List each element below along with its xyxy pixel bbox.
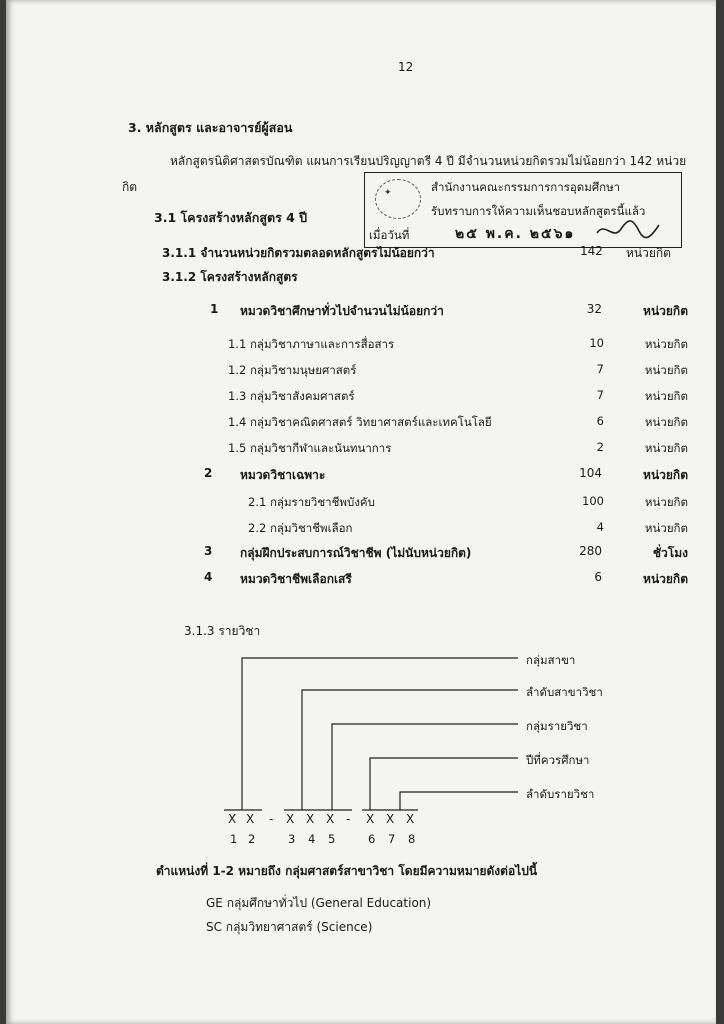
code-placeholder: X: [246, 812, 255, 826]
structure-row-unit: หน่วยกิต: [644, 521, 688, 535]
structure-row-label: 1.4 กลุ่มวิชาคณิตศาสตร์ วิทยาศาสตร์และเทคโนโลยี: [228, 415, 492, 429]
section-heading: 3. หลักสูตร และอาจารย์ผู้สอน: [128, 120, 293, 135]
structure-row-number: 4: [204, 570, 213, 584]
structure-row-label: 2.2 กลุ่มวิชาชีพเลือก: [248, 521, 353, 535]
code-label-2: ลำดับสาขาวิชา: [526, 685, 603, 699]
structure-row-unit: ชั่วโมง: [652, 546, 688, 560]
code-position-number: 8: [408, 832, 416, 846]
structure-row-label: หมวดวิชาศึกษาทั่วไปจำนวนไม่น้อยกว่า: [240, 304, 444, 318]
code-position-number: 1: [230, 832, 238, 846]
structure-row-unit: หน่วยกิต: [644, 389, 688, 403]
code-separator: -: [269, 812, 274, 826]
structure-row-unit: หน่วยกิต: [644, 441, 688, 455]
connector-line-5: [400, 792, 518, 810]
structure-row-unit: หน่วยกิต: [643, 468, 688, 482]
code-placeholder: X: [286, 812, 295, 826]
structure-row-value: 100: [582, 494, 604, 508]
structure-row-unit: หน่วยกิต: [644, 337, 688, 351]
stamp-line-2: รับทราบการให้ความเห็นชอบหลักสูตรนี้แล้ว: [431, 204, 646, 218]
structure-row-value: 2: [596, 440, 604, 454]
subsection-3-1-1-label: 3.1.1 จำนวนหน่วยกิตรวมตลอดหลักสูตรไม่น้อยกว่า: [162, 246, 435, 260]
code-position-number: 7: [388, 832, 396, 846]
code-placeholder: X: [326, 812, 335, 826]
structure-row-value: 6: [596, 414, 604, 428]
code-position-number: 5: [328, 832, 336, 846]
code-position-number: 6: [368, 832, 376, 846]
structure-row-value: 104: [579, 466, 602, 480]
subsection-3-1-1-value: 142: [580, 244, 603, 258]
structure-row-number: 3: [204, 544, 213, 558]
code-position-number: 3: [288, 832, 296, 846]
structure-row-value: 7: [596, 362, 604, 376]
structure-row-unit: หน่วยกิต: [644, 495, 688, 509]
structure-row-unit: หน่วยกิต: [643, 572, 688, 586]
stamp-line-1: สำนักงานคณะกรรมการการอุดมศึกษา: [431, 180, 621, 194]
subsection-3-1: 3.1 โครงสร้างหลักสูตร 4 ปี: [154, 210, 308, 225]
structure-row-label: 1.2 กลุ่มวิชามนุษยศาสตร์: [228, 363, 357, 377]
seal-mark: ✦: [384, 188, 392, 198]
code-diagram: [6, 0, 716, 860]
structure-row-label: กลุ่มฝึกประสบการณ์วิชาชีพ (ไม่นับหน่วยกิต): [240, 546, 472, 560]
structure-row-label: 1.1 กลุ่มวิชาภาษาและการสื่อสาร: [228, 337, 395, 351]
structure-row-label: 2.1 กลุ่มรายวิชาชีพบังคับ: [248, 495, 375, 509]
page-number: 12: [398, 60, 414, 74]
code-label-5: ลำดับรายวิชา: [526, 787, 595, 801]
structure-row-value: 32: [586, 302, 602, 316]
code-position-number: 4: [308, 832, 316, 846]
structure-row-value: 7: [596, 388, 604, 402]
code-placeholder: X: [366, 812, 375, 826]
connector-line-4: [370, 758, 518, 810]
structure-row-value: 4: [596, 520, 604, 534]
connector-line-1: [242, 658, 518, 810]
stamp-date: ๒๕ พ.ค. ๒๕๖๑: [455, 226, 576, 242]
intro-line-2: กิต: [122, 180, 138, 194]
structure-row-value: 280: [579, 544, 602, 558]
structure-row-label: 1.3 กลุ่มวิชาสังคมศาสตร์: [228, 389, 355, 403]
structure-row-label: หมวดวิชาชีพเลือกเสรี: [240, 572, 352, 586]
intro-line-1: หลักสูตรนิติศาสตรบัณฑิต แผนการเรียนปริญญาตรี 4 ปี มีจำนวนหน่วยกิตรวมไม่น้อยกว่า 142 หน่วย: [170, 154, 687, 168]
code-placeholder: X: [386, 812, 395, 826]
position-note: ตำแหน่งที่ 1-2 หมายถึง กลุ่มศาสตร์สาขาวิชา โดยมีความหมายดังต่อไปนี้: [156, 864, 538, 878]
subsection-3-1-3: 3.1.3 รายวิชา: [184, 624, 261, 638]
code-def-sc: SC กลุ่มวิทยาศาสตร์ (Science): [206, 920, 373, 934]
document-page: [6, 0, 716, 1024]
structure-row-unit: หน่วยกิต: [644, 363, 688, 377]
code-placeholder: X: [228, 812, 237, 826]
code-label-3: กลุ่มรายวิชา: [526, 719, 588, 733]
code-def-ge: GE กลุ่มศึกษาทั่วไป (General Education): [206, 896, 432, 910]
code-label-1: กลุ่มสาขา: [526, 653, 576, 667]
code-placeholder: X: [406, 812, 415, 826]
structure-row-label: 1.5 กลุ่มวิชากีฬาและนันทนาการ: [228, 441, 392, 455]
stamp-line-3: เมื่อวันที่: [369, 228, 410, 242]
structure-row-label: หมวดวิชาเฉพาะ: [240, 468, 326, 482]
structure-row-value: 6: [594, 570, 602, 584]
structure-row-number: 2: [204, 466, 213, 480]
subsection-3-1-1-unit: หน่วยกิต: [626, 246, 671, 260]
code-label-4: ปีที่ควรศึกษา: [526, 753, 590, 767]
subsection-3-1-2: 3.1.2 โครงสร้างหลักสูตร: [162, 270, 298, 284]
code-position-number: 2: [248, 832, 256, 846]
structure-row-number: 1: [210, 302, 219, 316]
structure-row-value: 10: [589, 336, 604, 350]
code-placeholder: X: [306, 812, 315, 826]
structure-row-unit: หน่วยกิต: [643, 304, 688, 318]
structure-row-unit: หน่วยกิต: [644, 415, 688, 429]
code-separator: -: [346, 812, 351, 826]
connector-line-3: [332, 724, 518, 810]
